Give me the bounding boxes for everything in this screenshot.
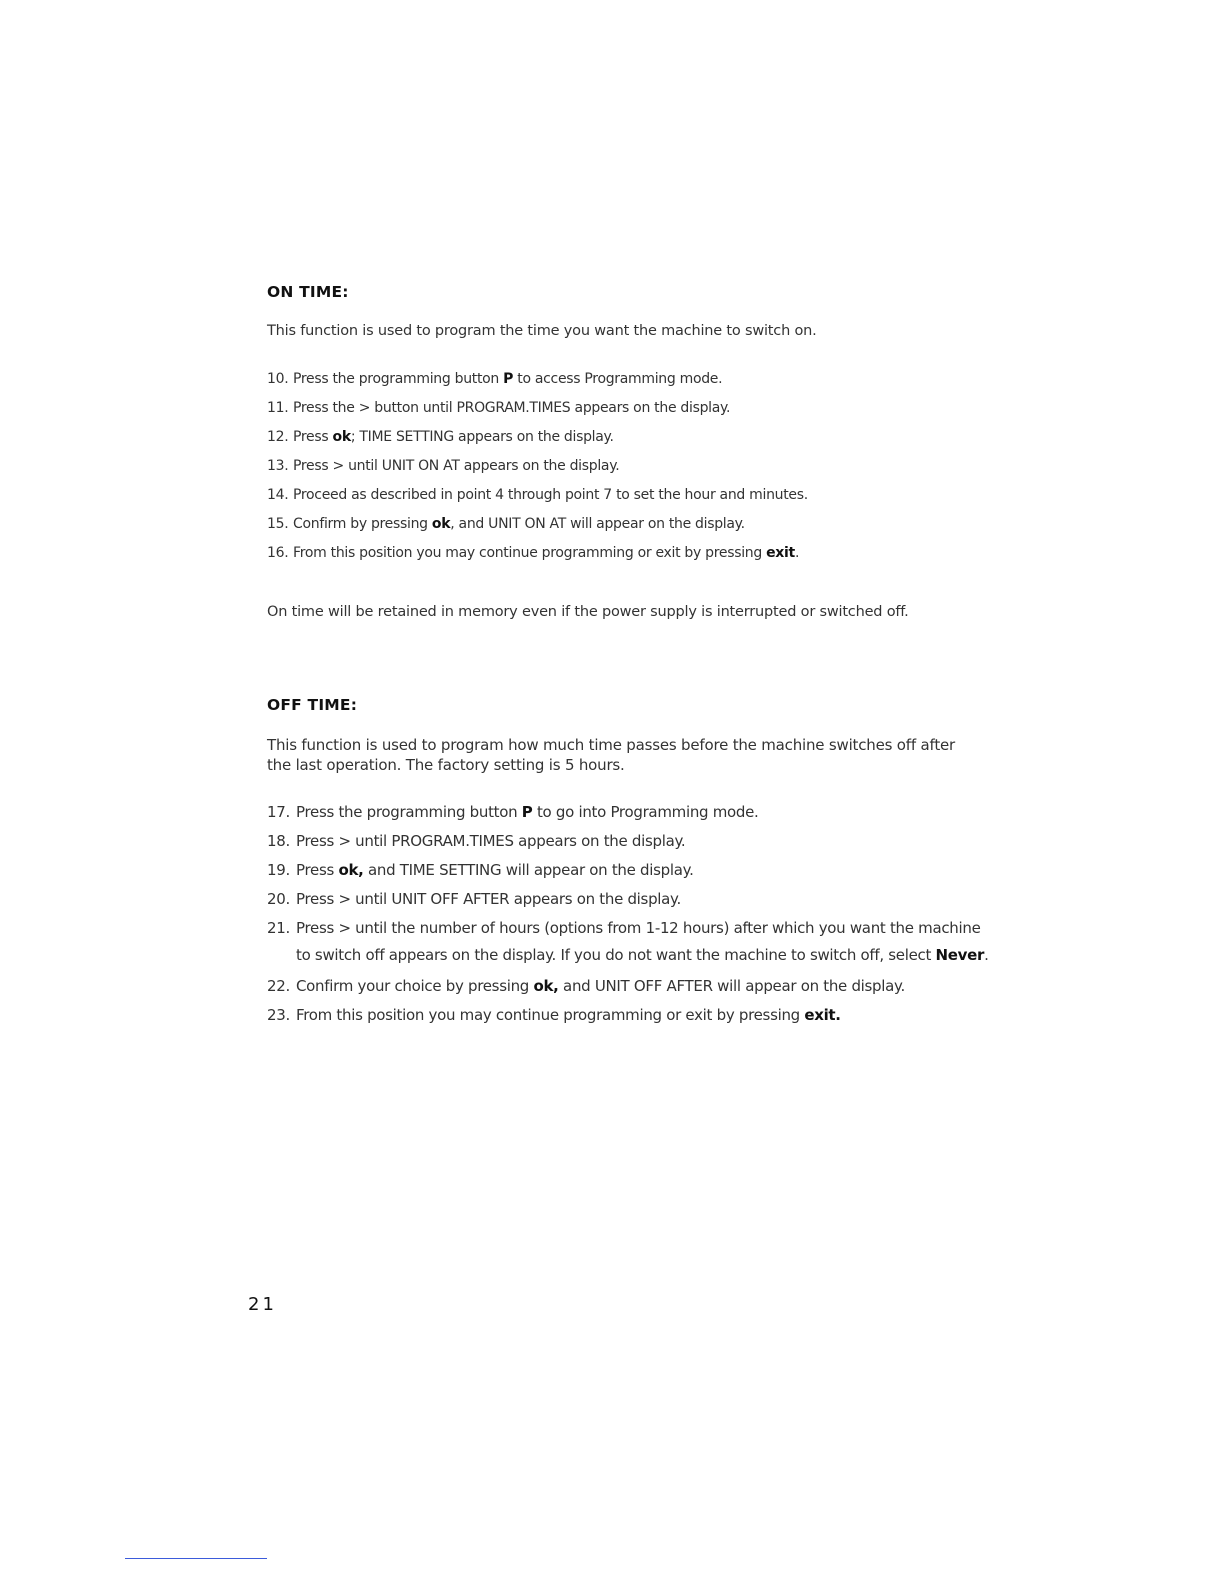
list-item: 15. Confirm by pressing ok, and UNIT ON AT will appear on the display. (267, 516, 745, 532)
list-item: 17. Press the programming button P to go into Programming mode. (267, 803, 759, 821)
list-item: 14. Proceed as described in point 4 through point 7 to set the hour and minutes. (267, 487, 808, 503)
list-item: 11. Press the > button until PROGRAM.TIMES appears on the display. (267, 400, 731, 416)
list-item: 21. Press > until the number of hours (options from 1-12 hours) after which you want the machine to switch off appears on the display. If you do not want the machine to switch off, select Never. (267, 919, 989, 964)
list-item: 20. Press > until UNIT OFF AFTER appears on the display. (267, 890, 681, 908)
off-time-heading: OFF TIME: (267, 696, 358, 714)
list-item: 16. From this position you may continue programming or exit by pressing exit. (267, 545, 800, 561)
page-number: 21 (248, 1294, 277, 1315)
on-time-intro: This function is used to program the time you want the machine to switch on. (267, 323, 817, 339)
on-time-note: On time will be retained in memory even if the power supply is interrupted or switched off. (267, 604, 909, 620)
divider (125, 1558, 267, 1559)
list-item: 12. Press ok; TIME SETTING appears on the display. (267, 429, 614, 445)
list-item: 22. Confirm your choice by pressing ok, and UNIT OFF AFTER will appear on the display. (267, 977, 905, 995)
list-item: 19. Press ok, and TIME SETTING will appear on the display. (267, 861, 694, 879)
off-time-intro: This function is used to program how much time passes before the machine switches off after the last operation. The factory setting is 5 hours. (267, 736, 955, 774)
list-item-continuation: to switch off appears on the display. If you do not want the machine to switch off, select Never. (296, 946, 989, 964)
list-item: 18. Press > until PROGRAM.TIMES appears on the display. (267, 832, 686, 850)
list-item: 13. Press > until UNIT ON AT appears on the display. (267, 458, 620, 474)
list-item: 23. From this position you may continue programming or exit by pressing exit. (267, 1006, 841, 1024)
list-item: 10. Press the programming button P to access Programming mode. (267, 371, 723, 387)
on-time-heading: ON TIME: (267, 283, 349, 301)
